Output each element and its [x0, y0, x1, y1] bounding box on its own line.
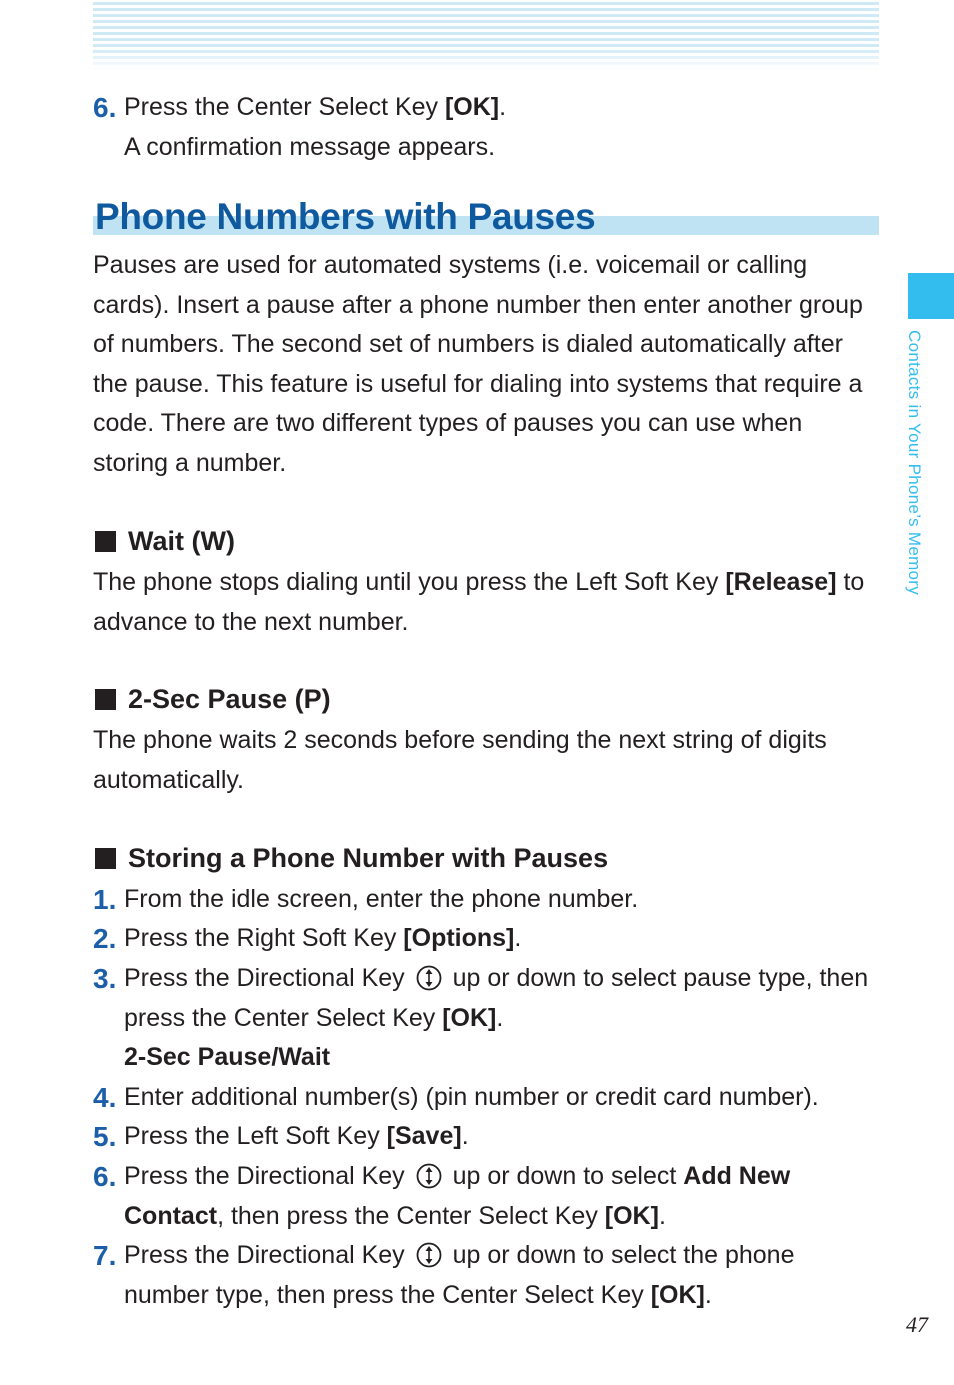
intro-step	[93, 88, 883, 167]
page-title: Phone Numbers with Pauses	[95, 196, 596, 237]
step-number: 6.	[93, 92, 117, 123]
pause-type-options: 2-Sec Pause/Wait	[124, 1043, 331, 1071]
wait-description: The phone stops dialing until you press the Left Soft Key [Release] to advance to the next number.	[93, 568, 865, 636]
storing-step-7: 7. Press the Directional Key up or down to select the phone number type, then press the Center Select Key [OK].	[93, 1240, 795, 1309]
square-bullet-icon	[95, 531, 116, 552]
wait-heading: Wait (W)	[95, 523, 235, 559]
storing-step-3: 3. Press the Directional Key up or down to select pause type, then press the Center Select Key [OK]. 2-Sec Pause/Wait	[93, 963, 869, 1071]
header-decoration-band	[93, 2, 879, 70]
storing-heading: Storing a Phone Number with Pauses	[95, 840, 608, 876]
page-number: 47	[906, 1312, 928, 1337]
square-bullet-icon	[95, 848, 116, 869]
directional-key-icon	[416, 1242, 442, 1268]
pause-heading: 2-Sec Pause (P)	[95, 681, 331, 717]
storing-step-6: 6. Press the Directional Key up or down to select Add New Contact, then press the Center Select Key [OK].	[93, 1161, 791, 1230]
storing-step-1: 1. From the idle screen, enter the phone number.	[93, 884, 639, 915]
step-text: Press the Center Select Key [OK]. A confirmation message appears.	[124, 93, 507, 161]
directional-key-icon	[416, 1163, 442, 1189]
section-heading	[93, 196, 879, 244]
storing-step-4: 4. Enter additional number(s) (pin number or credit card number).	[93, 1082, 819, 1113]
storing-step-2: 2. Press the Right Soft Key [Options].	[93, 923, 522, 954]
directional-key-icon	[416, 965, 442, 991]
pause-description: The phone waits 2 seconds before sending the next string of digits automatically.	[93, 726, 827, 794]
chapter-tab-label: Contacts in Your Phone’s Memory	[905, 330, 924, 596]
intro-paragraph: Pauses are used for automated systems (i.e. voicemail or calling cards). Insert a pause after a phone number then enter another group of numbers. The second set of numbers is dialed automatically after the pause. This feature is useful for dialing into systems that require a code. There are two different types of pauses you can use when storing a number.	[93, 251, 863, 477]
square-bullet-icon	[95, 689, 116, 710]
storing-step-5: 5. Press the Left Soft Key [Save].	[93, 1121, 469, 1152]
chapter-tab-marker	[908, 273, 954, 319]
